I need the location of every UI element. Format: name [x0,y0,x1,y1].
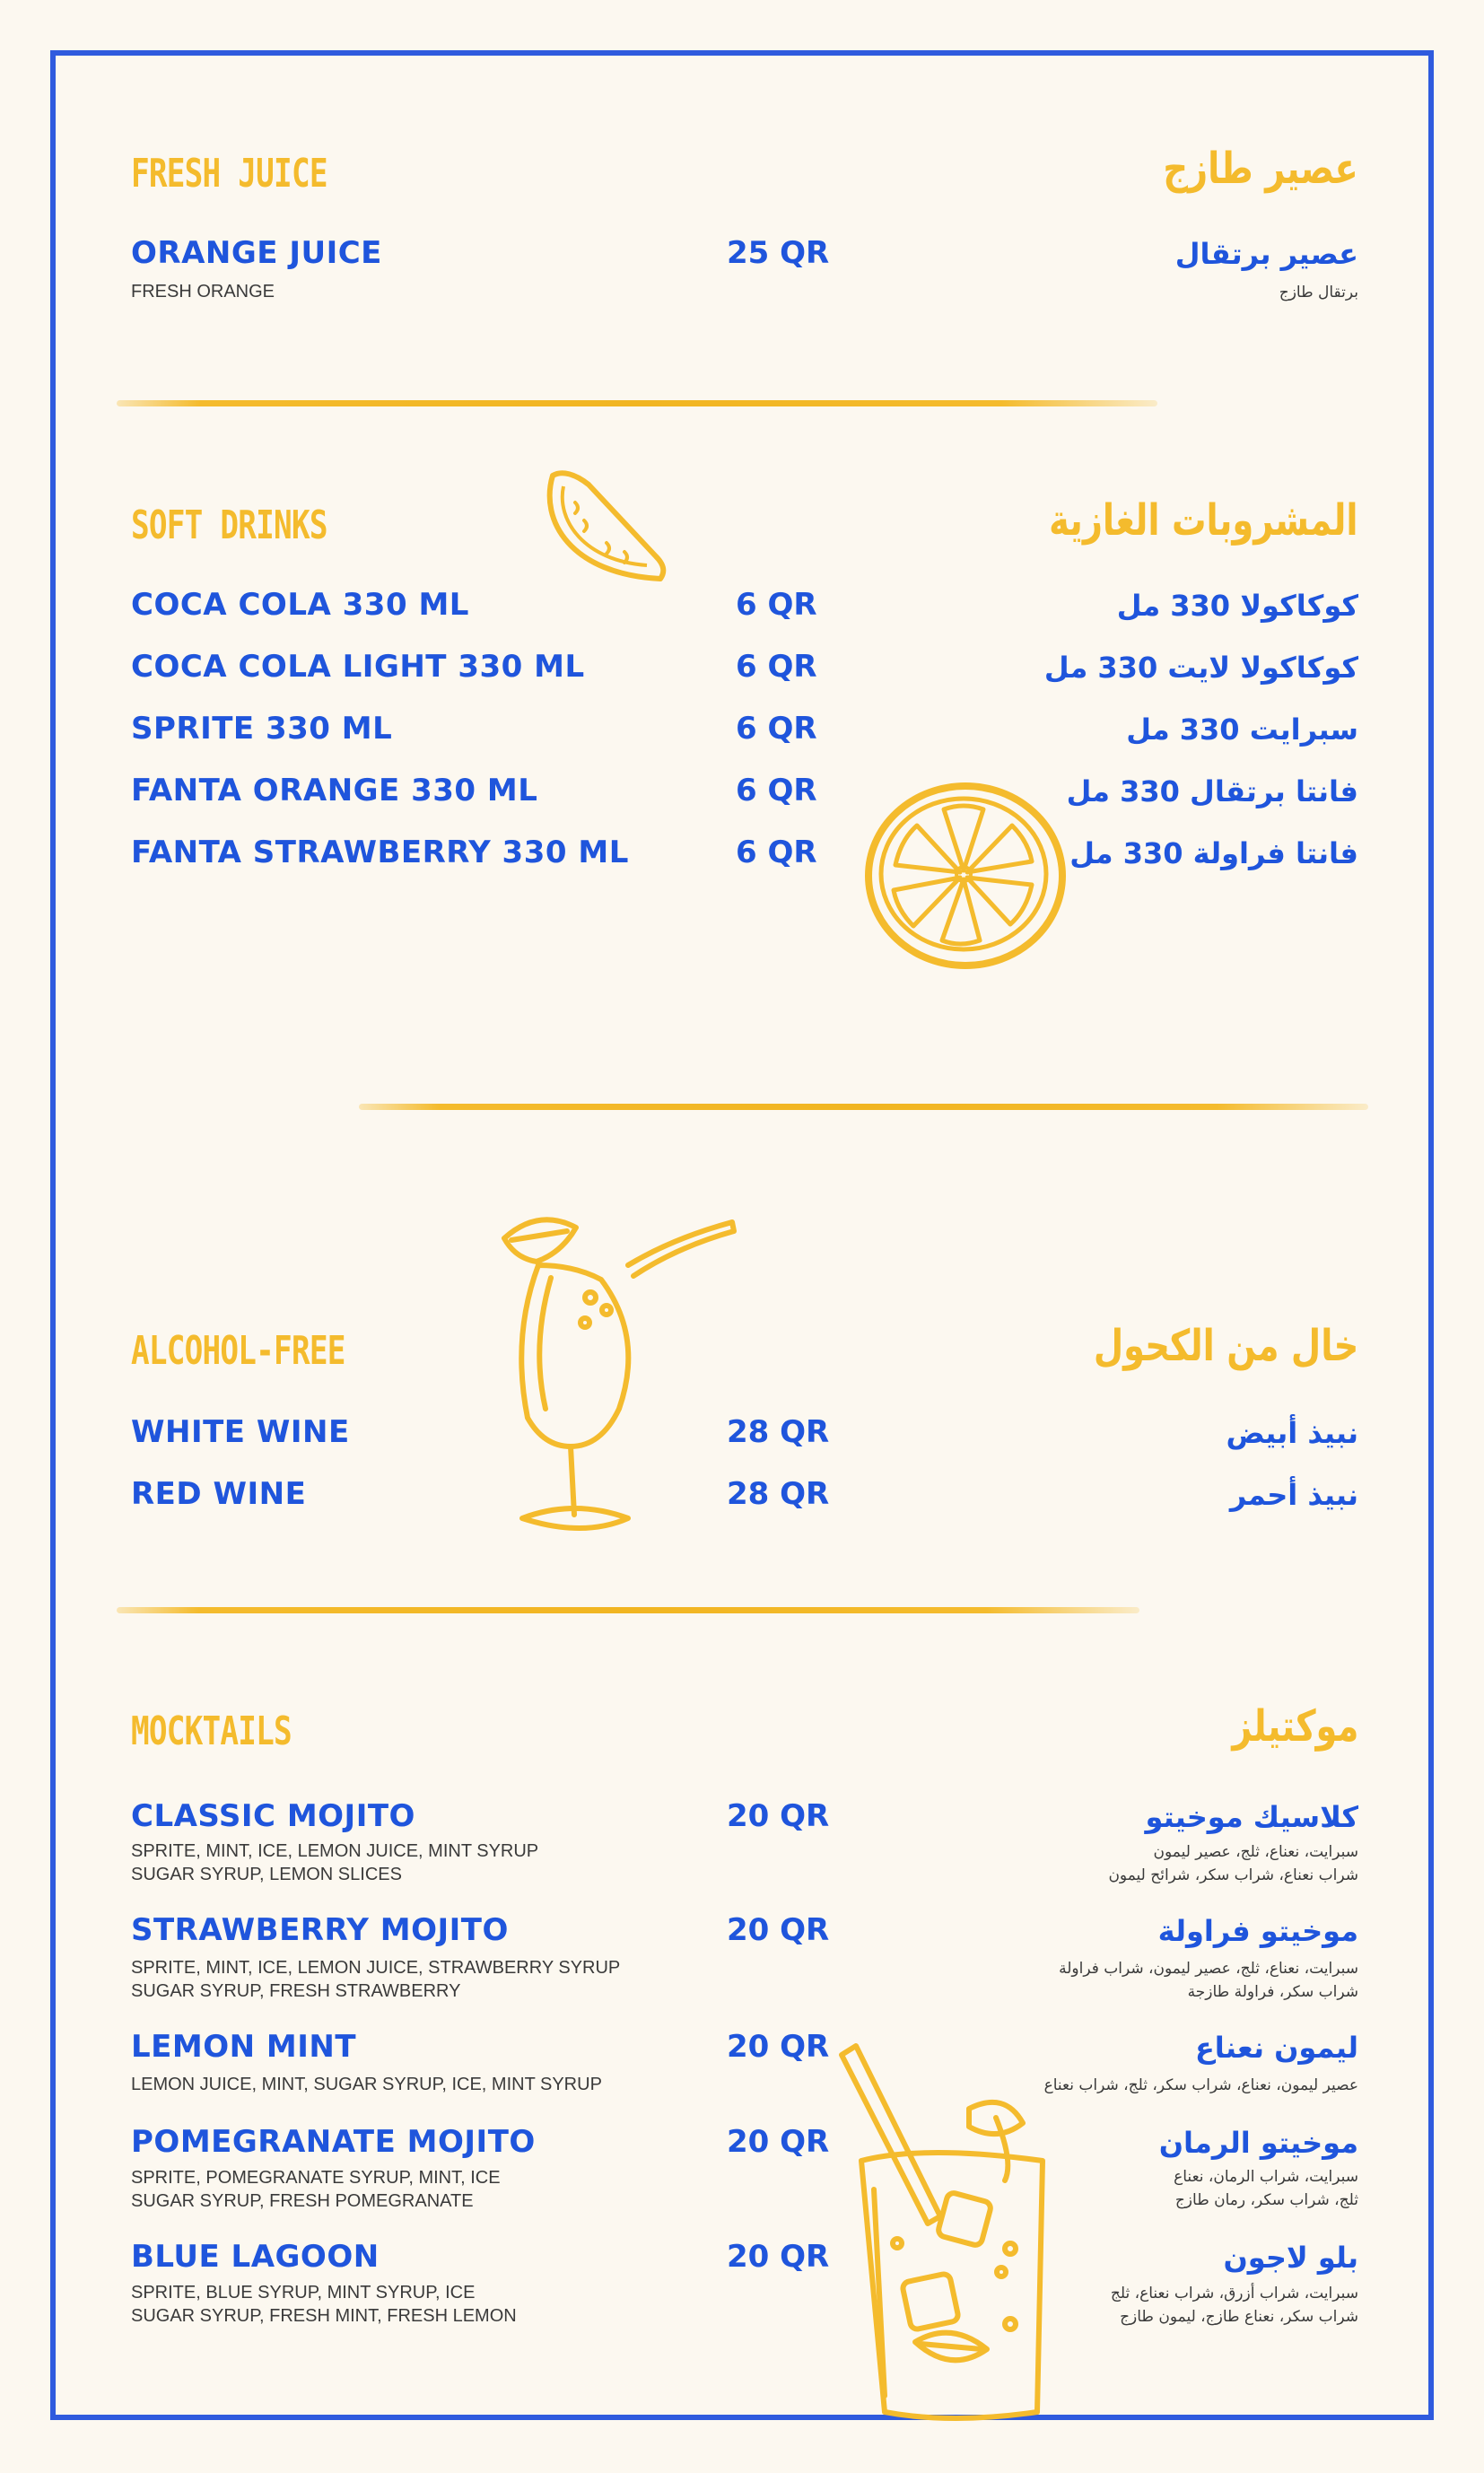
menu-item-price: 6 QR [736,711,817,747]
menu-item-desc: SUGAR SYRUP, FRESH MINT, FRESH LEMON [131,2306,517,2326]
menu-item-desc: SUGAR SYRUP, FRESH STRAWBERRY [131,1981,461,2001]
cocktail-glass-icon [484,1211,754,1566]
menu-item-desc-ar: شراب نعناع، شراب سكر، شرائح ليمون [1108,1866,1358,1884]
menu-item-name-ar: نبيذ أبيض [1226,1416,1358,1450]
fresh-juice-heading-ar: عصير طازج [1163,144,1358,194]
menu-item-name: CLASSIC MOJITO [131,1798,415,1834]
menu-item-desc-ar: سبرايت، شراب الرمان، نعناع [1174,2168,1358,2186]
menu-item-desc: SUGAR SYRUP, LEMON SLICES [131,1865,402,1884]
menu-item-name-ar: عصير برتقال [1174,237,1358,271]
section-divider [117,400,1157,406]
menu-item-desc: SPRITE, POMEGRANATE SYRUP, MINT, ICE [131,2168,501,2188]
mocktails-heading-ar: موكتيلز [1231,1701,1358,1752]
menu-item-desc-ar: برتقال طازج [1279,284,1358,301]
menu-item-price: 25 QR [727,235,830,271]
menu-item-name: FANTA STRAWBERRY 330 ML [131,835,629,870]
menu-item-name-ar: ليمون نعناع [1194,2031,1358,2065]
alcohol-free-heading: ALCOHOL-FREE [131,1328,345,1374]
menu-item-name: ORANGE JUICE [131,235,382,271]
menu-item-name: RED WINE [131,1476,307,1512]
menu-item-desc-ar: سبرايت، نعناع، ثلج، عصير ليمون [1153,1843,1358,1861]
menu-item-name: LEMON MINT [131,2029,357,2065]
menu-item-name-ar: بلو لاجون [1223,2241,1358,2275]
menu-item-name-ar: فانتا فراولة 330 مل [1069,836,1358,870]
menu-item-desc: FRESH ORANGE [131,282,275,301]
alcohol-free-heading-ar: خال من الكحول [1093,1321,1358,1371]
mojito-glass-icon [834,2037,1068,2423]
orange-slice-icon [861,779,1073,973]
menu-item-name-ar: سبرايت 330 مل [1126,712,1358,747]
soft-drinks-heading: SOFT DRINKS [131,502,327,548]
menu-item-name: COCA COLA 330 ML [131,587,469,623]
fresh-juice-heading: FRESH JUICE [131,151,327,197]
menu-item-desc-ar: شراب سكر، نعناع طازج، ليمون طازج [1120,2308,1358,2326]
menu-item-name-ar: كلاسيك موخيتو [1145,1800,1358,1834]
menu-item-desc: SPRITE, MINT, ICE, LEMON JUICE, MINT SYRUP [131,1841,539,1861]
menu-item-price: 6 QR [736,835,817,870]
menu-item-price: 6 QR [736,649,817,685]
menu-item-name-ar: كوكاكولا لايت 330 مل [1043,651,1358,685]
menu-item-price: 20 QR [727,2124,830,2160]
menu-item-desc: SPRITE, BLUE SYRUP, MINT SYRUP, ICE [131,2283,476,2303]
menu-item-name: WHITE WINE [131,1414,350,1450]
menu-item-name-ar: موخيتو الرمان [1158,2126,1358,2160]
menu-item-name-ar: فانتا برتقال 330 مل [1066,774,1358,808]
menu-item-price: 20 QR [727,1912,830,1948]
section-divider [359,1104,1368,1110]
menu-item-price: 6 QR [736,587,817,623]
menu-item-price: 6 QR [736,773,817,808]
menu-item-price: 20 QR [727,1798,830,1834]
menu-item-price: 28 QR [727,1476,830,1512]
menu-item-name-ar: موخيتو فراولة [1157,1914,1358,1948]
menu-item-price: 20 QR [727,2029,830,2065]
mocktails-heading: MOCKTAILS [131,1708,292,1754]
orange-wedge-icon [535,467,678,592]
menu-item-desc-ar: عصير ليمون، نعناع، شراب سكر، ثلج، شراب نعناع [1043,2076,1358,2094]
menu-item-name: SPRITE 330 ML [131,711,393,747]
menu-item-desc: SPRITE, MINT, ICE, LEMON JUICE, STRAWBERRY SYRUP [131,1958,621,1978]
menu-item-name: COCA COLA LIGHT 330 ML [131,649,585,685]
menu-item-name: FANTA ORANGE 330 ML [131,773,538,808]
menu-item-price: 28 QR [727,1414,830,1450]
section-divider [117,1607,1139,1613]
soft-drinks-heading-ar: المشروبات الغازية [1049,495,1358,546]
menu-item-desc-ar: ثلج، شراب سكر، رمان طازج [1174,2191,1358,2209]
menu-item-desc-ar: سبرايت، نعناع، ثلج، عصير ليمون، شراب فراولة [1059,1960,1358,1978]
menu-item-desc: SUGAR SYRUP, FRESH POMEGRANATE [131,2191,474,2211]
menu-item-desc-ar: شراب سكر، فراولة طازجة [1187,1983,1358,2001]
menu-item-name-ar: نبيذ أحمر [1229,1478,1358,1512]
menu-item-price: 20 QR [727,2239,830,2275]
menu-item-desc: LEMON JUICE, MINT, SUGAR SYRUP, ICE, MINT SYRUP [131,2075,602,2094]
menu-item-name-ar: كوكاكولا 330 مل [1116,589,1358,623]
menu-item-desc-ar: سبرايت، شراب أزرق، شراب نعناع، ثلج [1110,2285,1358,2303]
menu-item-name: STRAWBERRY MOJITO [131,1912,509,1948]
menu-item-name: BLUE LAGOON [131,2239,380,2275]
menu-item-name: POMEGRANATE MOJITO [131,2124,536,2160]
